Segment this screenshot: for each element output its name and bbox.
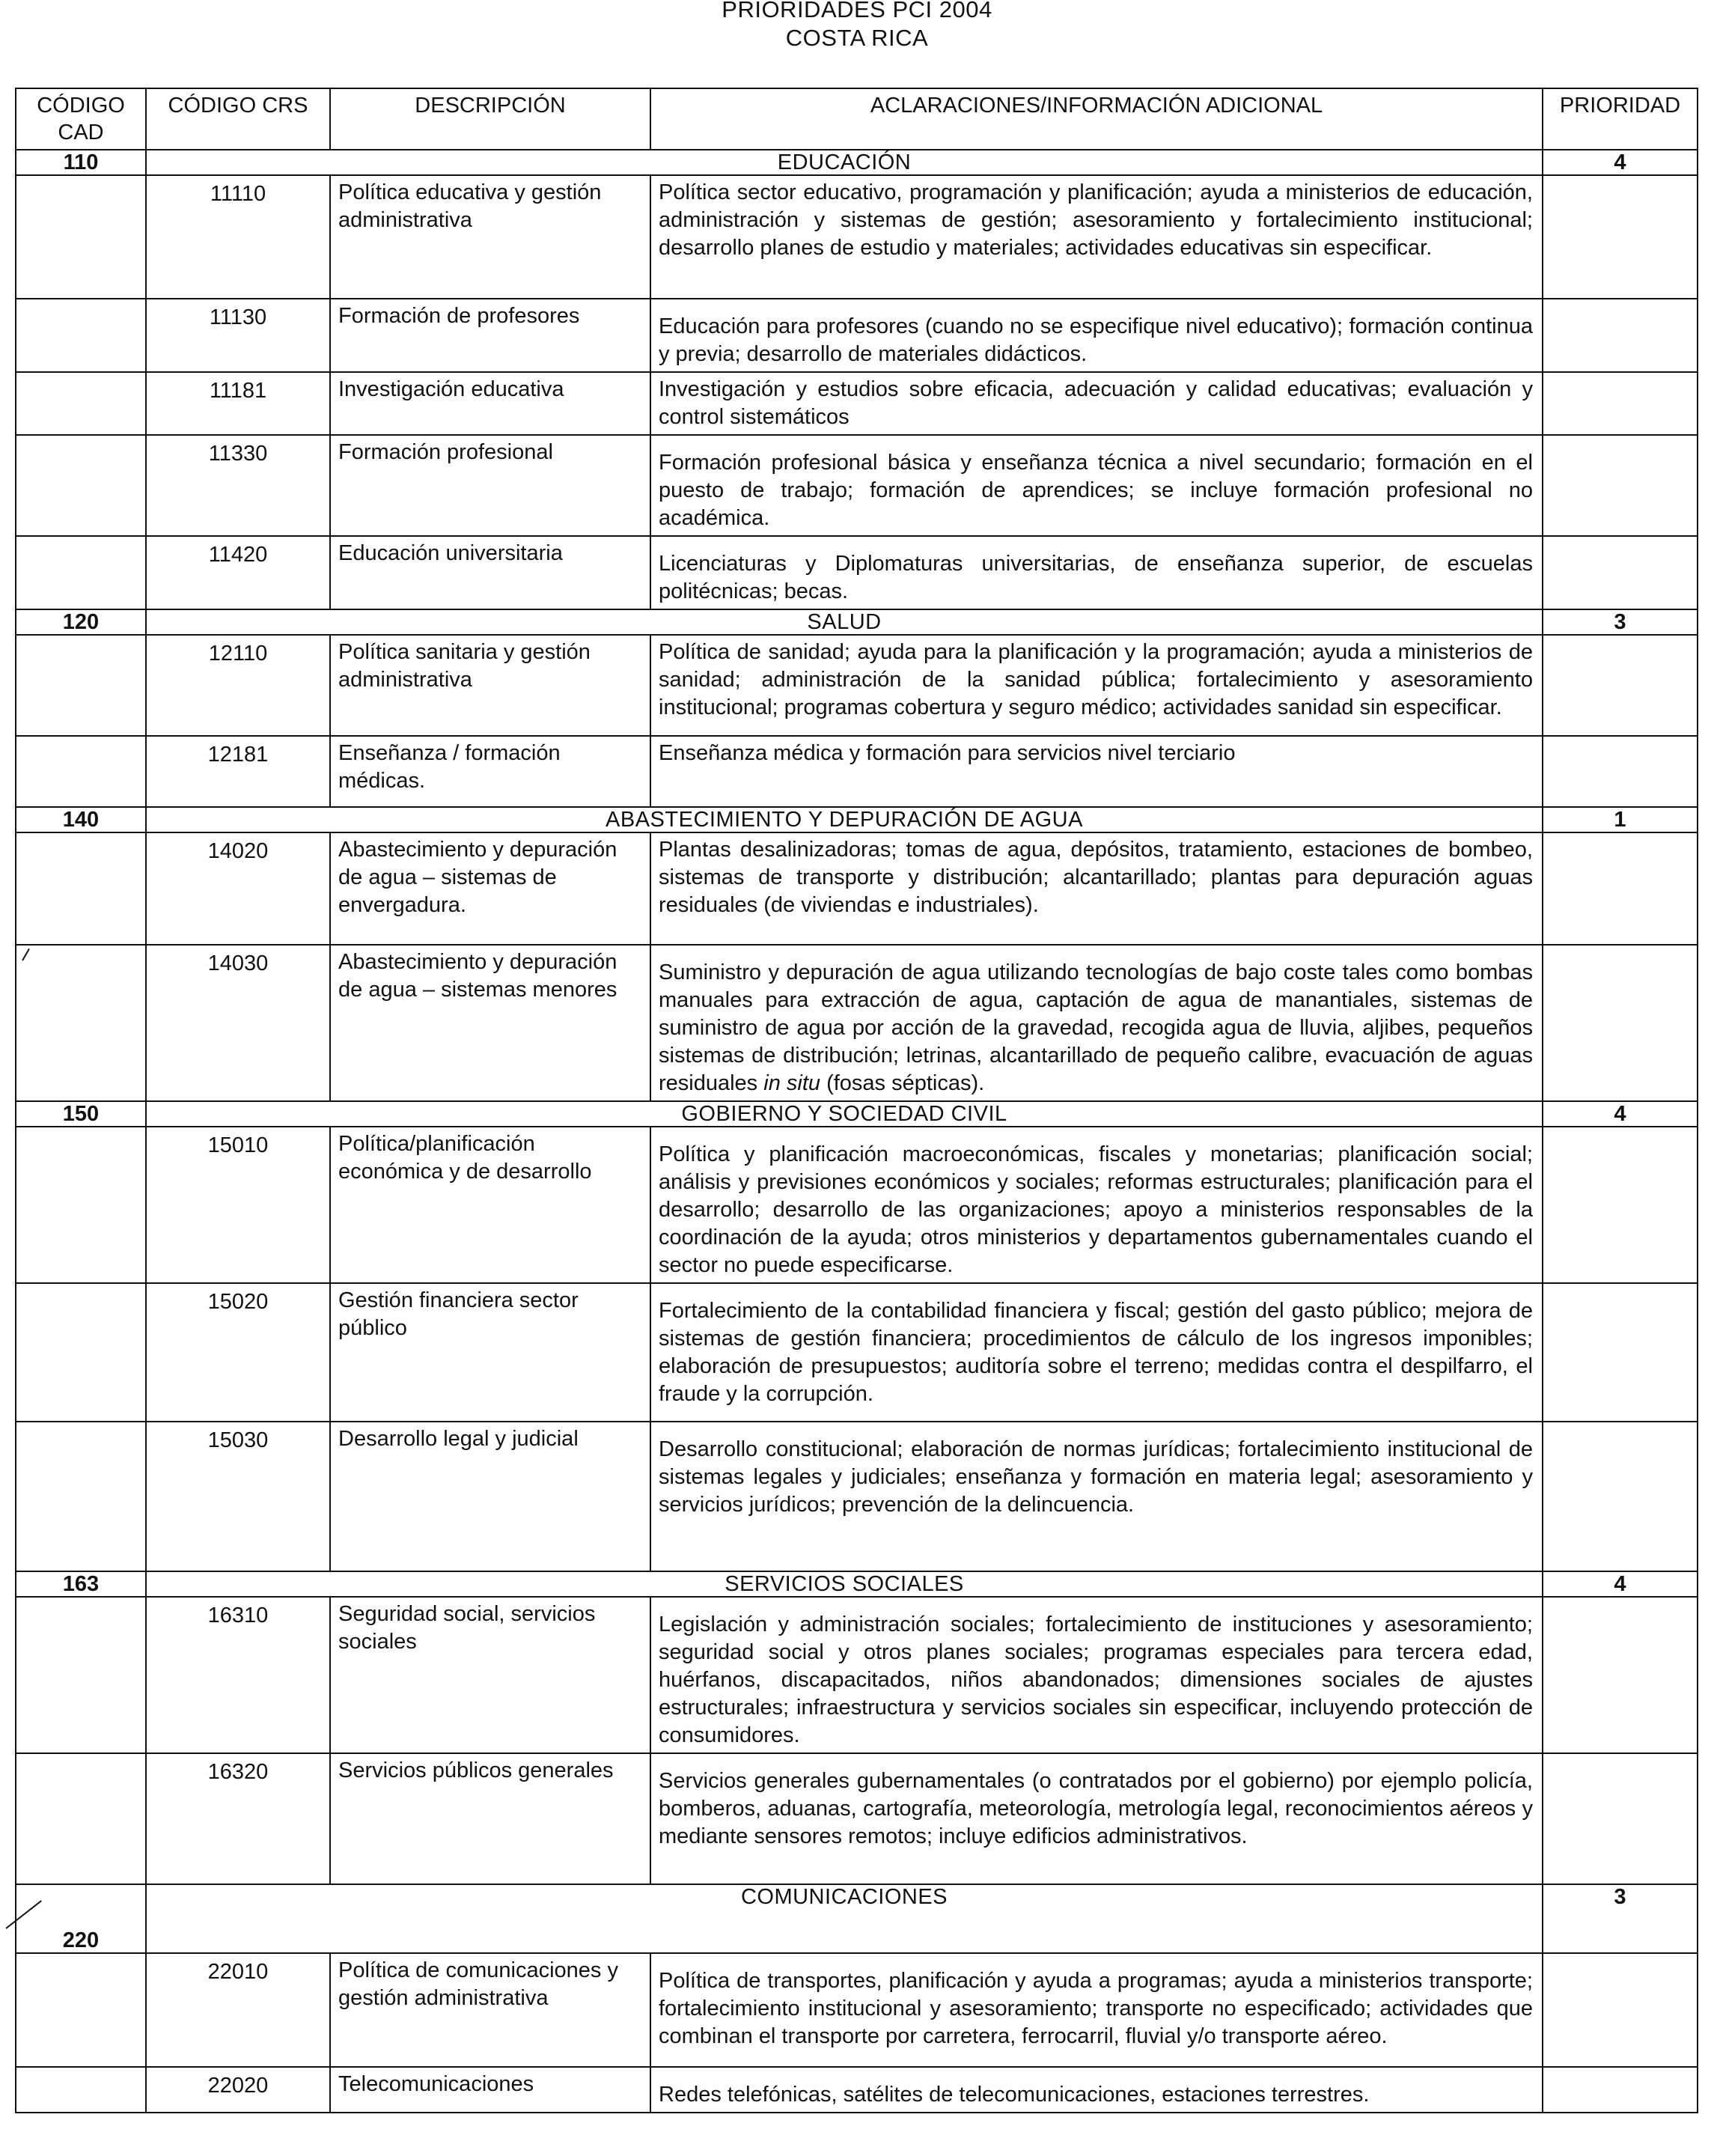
crs-code: 14030 <box>146 945 330 1101</box>
crs-code: 15010 <box>146 1127 330 1283</box>
table-row <box>16 736 1698 807</box>
table-row <box>16 1753 1698 1884</box>
row-additional-info: Desarrollo constitucional; elaboración de normas jurídicas; fortalecimiento institucional de sistemas legales y judiciales; enseñanza y formación en materia legal; asesoramiento y servicios jurídicos; prevención de la delincuencia. <box>650 1422 1543 1571</box>
table-row <box>16 1127 1698 1283</box>
row-additional-info: Política y planificación macroeconómicas, fiscales y monetarias; planificación social; análisis y previsiones económicos y sociales; reformas estructurales; planificación para el desarrollo; desarrollo de las organizaciones; apoyo a ministerios responsables de la coordinación de la ayuda; otros ministerios y departamentos gubernamentales cuando el sector no puede especificarse. <box>650 1127 1543 1283</box>
section-name: ABASTECIMIENTO Y DEPURACIÓN DE AGUA <box>146 807 1543 832</box>
empty-cad-cell <box>16 1422 146 1571</box>
section-row <box>16 609 1698 635</box>
table-row <box>16 832 1698 945</box>
row-additional-info: Enseñanza médica y formación para servicios nivel terciario <box>650 736 1543 807</box>
crs-code: 11110 <box>146 175 330 299</box>
table-row <box>16 299 1698 372</box>
empty-cad-cell <box>16 435 146 536</box>
table-row <box>16 536 1698 609</box>
column-header-crs: CÓDIGO CRS <box>146 88 330 150</box>
crs-code: 22020 <box>146 2067 330 2113</box>
empty-cad-cell <box>16 1953 146 2067</box>
empty-cad-cell <box>16 536 146 609</box>
empty-priority-cell <box>1543 2067 1698 2113</box>
crs-code: 11420 <box>146 536 330 609</box>
table-row <box>16 1422 1698 1571</box>
row-description: Telecomunicaciones <box>330 2067 650 2113</box>
row-description: Política educativa y gestión administrativa <box>330 175 650 299</box>
row-additional-info: Investigación y estudios sobre eficacia, adecuación y calidad educativas; evaluación y control sistemáticos <box>650 372 1543 435</box>
row-additional-info: Redes telefónicas, satélites de telecomunicaciones, estaciones terrestres. <box>650 2067 1543 2113</box>
crs-code: 12110 <box>146 635 330 736</box>
section-name: COMUNICACIONES <box>146 1884 1543 1953</box>
section-priority: 1 <box>1543 807 1698 832</box>
row-additional-info: Legislación y administración sociales; fortalecimiento de instituciones y asesoramiento; seguridad social y otros planes sociales; programas especiales para tercera edad, huérfanos, discapacitados, niños abandonados; dimensiones sociales de ajustes estructurales; infraestructura y servicios sociales sin especificar, incluyendo protección de consumidores. <box>650 1597 1543 1753</box>
row-additional-info: Suministro y depuración de agua utilizando tecnologías de bajo coste tales como bombas manuales para extracción de agua, captación de agua de manantiales, sistemas de suministro de agua por acción de la gravedad, recogida agua de lluvia, aljibes, pequeños sistemas de distribución; letrinas, alcantarillado de pequeño calibre, evacuación de aguas residuales in situ (fosas sépticas). <box>650 945 1543 1101</box>
section-code: 150 <box>16 1101 146 1127</box>
column-header-info: ACLARACIONES/INFORMACIÓN ADICIONAL <box>650 88 1543 150</box>
section-code: 110 <box>16 150 146 175</box>
section-priority: 4 <box>1543 1101 1698 1127</box>
row-description: Formación de profesores <box>330 299 650 372</box>
section-priority: 4 <box>1543 1571 1698 1597</box>
empty-priority-cell <box>1543 635 1698 736</box>
section-code: 163 <box>16 1571 146 1597</box>
row-description: Desarrollo legal y judicial <box>330 1422 650 1571</box>
empty-priority-cell <box>1543 1953 1698 2067</box>
crs-code: 22010 <box>146 1953 330 2067</box>
column-header-cad: CÓDIGO CAD <box>16 88 146 150</box>
crs-code: 12181 <box>146 736 330 807</box>
crs-code: 15020 <box>146 1283 330 1422</box>
section-name: EDUCACIÓN <box>146 150 1543 175</box>
empty-cad-cell <box>16 1127 146 1283</box>
section-row <box>16 1571 1698 1597</box>
section-name: GOBIERNO Y SOCIEDAD CIVIL <box>146 1101 1543 1127</box>
table-header-row <box>16 88 1698 150</box>
empty-cad-cell <box>16 1283 146 1422</box>
row-description: Enseñanza / formación médicas. <box>330 736 650 807</box>
row-description: Política/planificación económica y de desarrollo <box>330 1127 650 1283</box>
row-description: Educación universitaria <box>330 536 650 609</box>
table-row <box>16 435 1698 536</box>
empty-priority-cell <box>1543 1597 1698 1753</box>
priorities-table <box>15 88 1698 2113</box>
crs-code: 11130 <box>146 299 330 372</box>
row-description: Gestión financiera sector público <box>330 1283 650 1422</box>
row-additional-info: Educación para profesores (cuando no se especifique nivel educativo); formación continua y previa; desarrollo de materiales didácticos. <box>650 299 1543 372</box>
empty-priority-cell <box>1543 736 1698 807</box>
row-additional-info: Formación profesional básica y enseñanza técnica a nivel secundario; formación en el puesto de trabajo; formación de aprendices; se incluye formación profesional no académica. <box>650 435 1543 536</box>
row-additional-info: Servicios generales gubernamentales (o contratados por el gobierno) por ejemplo policía, bomberos, aduanas, cartografía, meteorología, metrología legal, reconocimientos aéreos y mediante sensores remotos; incluye edificios administrativos. <box>650 1753 1543 1884</box>
column-header-description: DESCRIPCIÓN <box>330 88 650 150</box>
column-header-priority: PRIORIDAD <box>1543 88 1698 150</box>
row-description: Abastecimiento y depuración de agua – sistemas menores <box>330 945 650 1101</box>
row-additional-info: Licenciaturas y Diplomaturas universitarias, de enseñanza superior, de escuelas politécnicas; becas. <box>650 536 1543 609</box>
empty-priority-cell <box>1543 832 1698 945</box>
section-code: 120 <box>16 609 146 635</box>
crs-code: 15030 <box>146 1422 330 1571</box>
table-row <box>16 2067 1698 2113</box>
table-row <box>16 945 1698 1101</box>
row-description: Seguridad social, servicios sociales <box>330 1597 650 1753</box>
table-row <box>16 635 1698 736</box>
empty-cad-cell <box>16 372 146 435</box>
row-additional-info: Política de sanidad; ayuda para la planificación y la programación; ayuda a ministerios de sanidad; administración de la sanidad pública; fortalecimiento y asesoramiento institucional; programas cobertura y seguro médico; actividades sanidad sin especificar. <box>650 635 1543 736</box>
empty-cad-cell <box>16 832 146 945</box>
row-description: Formación profesional <box>330 435 650 536</box>
empty-priority-cell <box>1543 1422 1698 1571</box>
empty-priority-cell <box>1543 536 1698 609</box>
empty-priority-cell <box>1543 1127 1698 1283</box>
row-description: Política de comunicaciones y gestión administrativa <box>330 1953 650 2067</box>
empty-cad-cell <box>16 175 146 299</box>
section-priority: 3 <box>1543 609 1698 635</box>
section-priority: 3 <box>1543 1884 1698 1953</box>
section-name: SERVICIOS SOCIALES <box>146 1571 1543 1597</box>
section-row <box>16 1884 1698 1953</box>
document-header <box>0 0 1714 52</box>
empty-cad-cell <box>16 2067 146 2113</box>
section-name: SALUD <box>146 609 1543 635</box>
section-row <box>16 150 1698 175</box>
section-priority: 4 <box>1543 150 1698 175</box>
empty-priority-cell <box>1543 945 1698 1101</box>
section-code: 140 <box>16 807 146 832</box>
empty-priority-cell <box>1543 372 1698 435</box>
row-description: Servicios públicos generales <box>330 1753 650 1884</box>
row-description: Abastecimiento y depuración de agua – sistemas de envergadura. <box>330 832 650 945</box>
row-description: Investigación educativa <box>330 372 650 435</box>
empty-cad-cell <box>16 736 146 807</box>
empty-cad-cell <box>16 945 146 1101</box>
row-additional-info: Política sector educativo, programación y planificación; ayuda a ministerios de educación, administración y sistemas de gestión; asesoramiento y fortalecimiento institucional; desarrollo planes de estudio y materiales; actividades educativas sin especificar. <box>650 175 1543 299</box>
table-row <box>16 175 1698 299</box>
document-subtitle: COSTA RICA <box>785 25 929 51</box>
section-code: 220 <box>16 1884 146 1953</box>
empty-cad-cell <box>16 299 146 372</box>
row-additional-info: Política de transportes, planificación y ayuda a programas; ayuda a ministerios transporte; fortalecimiento institucional y asesoramiento; transporte no especificado; actividades que combinan el transporte por carretera, ferrocarril, fluvial y/o transporte aéreo. <box>650 1953 1543 2067</box>
empty-priority-cell <box>1543 1753 1698 1884</box>
table-row <box>16 1283 1698 1422</box>
empty-priority-cell <box>1543 299 1698 372</box>
document-title: PRIORIDADES PCI 2004 <box>722 0 992 22</box>
empty-priority-cell <box>1543 435 1698 536</box>
crs-code: 16310 <box>146 1597 330 1753</box>
section-row <box>16 807 1698 832</box>
empty-cad-cell <box>16 635 146 736</box>
crs-code: 11330 <box>146 435 330 536</box>
crs-code: 14020 <box>146 832 330 945</box>
empty-priority-cell <box>1543 175 1698 299</box>
row-additional-info: Fortalecimiento de la contabilidad financiera y fiscal; gestión del gasto público; mejora de sistemas de gestión financiera; procedimientos de cálculo de los ingresos imponibles; elaboración de presupuestos; auditoría sobre el terreno; medidas contra el despilfarro, el fraude y la corrupción. <box>650 1283 1543 1422</box>
table-row <box>16 1597 1698 1753</box>
table-row <box>16 1953 1698 2067</box>
row-description: Política sanitaria y gestión administrativa <box>330 635 650 736</box>
row-additional-info: Plantas desalinizadoras; tomas de agua, depósitos, tratamiento, estaciones de bombeo, sistemas de transporte y distribución; alcantarillado; plantas para depuración aguas residuales (de viviendas e industriales). <box>650 832 1543 945</box>
crs-code: 16320 <box>146 1753 330 1884</box>
empty-cad-cell <box>16 1753 146 1884</box>
section-row <box>16 1101 1698 1127</box>
crs-code: 11181 <box>146 372 330 435</box>
empty-cad-cell <box>16 1597 146 1753</box>
table-row <box>16 372 1698 435</box>
empty-priority-cell <box>1543 1283 1698 1422</box>
table-body <box>16 150 1698 2113</box>
